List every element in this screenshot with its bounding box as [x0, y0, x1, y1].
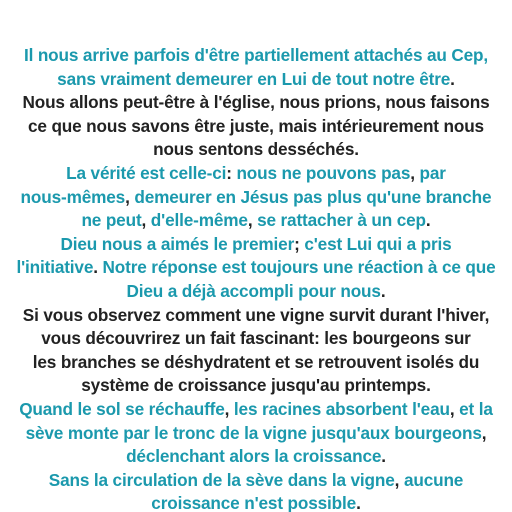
- highlighted-text: d'elle-même: [150, 210, 248, 231]
- highlighted-text: Dieu a déjà accompli pour nous: [126, 280, 381, 301]
- body-text: .: [93, 257, 103, 278]
- text-line: [19, 398, 493, 422]
- body-text: ,: [394, 469, 404, 490]
- body-text: .: [356, 493, 361, 512]
- body-text: Si vous observez comment une vigne survit durant l'hiver,: [22, 304, 490, 325]
- text-line: [41, 327, 470, 351]
- text-line: [21, 186, 492, 210]
- text-line: [60, 233, 451, 257]
- text-line: [66, 162, 446, 186]
- text-line: [126, 445, 386, 469]
- highlighted-text: déclenchant alors la croissance: [126, 446, 382, 467]
- text-line: [22, 91, 489, 115]
- highlighted-text: Il nous arrive parfois d'être partiellement attachés au Cep,: [23, 45, 489, 65]
- body-text: ,: [125, 186, 135, 207]
- highlighted-text: nous ne pouvons pas: [236, 162, 411, 183]
- highlighted-text: ne peut: [81, 210, 142, 231]
- text-body: [16, 44, 495, 512]
- body-text: les branches se déshydratent et se retrouvent isolés du: [32, 351, 480, 372]
- highlighted-text: nous-mêmes: [20, 186, 126, 207]
- highlighted-text: Dieu nous a aimés le premier: [60, 233, 295, 254]
- text-line: [26, 422, 487, 446]
- body-text: vous découvrirez un fait fascinant: les bourgeons sur: [41, 328, 471, 349]
- text-line: [23, 304, 489, 328]
- highlighted-text: les racines absorbent l'eau: [233, 398, 450, 419]
- highlighted-text: Sans la circulation de la sève dans la vigne: [48, 469, 395, 490]
- text-line: [81, 209, 430, 233]
- highlighted-text: sans vraiment demeurer en Lui de tout notre être: [57, 68, 451, 89]
- text-line: [28, 115, 484, 139]
- highlighted-text: aucune: [403, 469, 464, 490]
- highlighted-text: et la: [459, 398, 493, 419]
- body-text: nous sentons desséchés.: [153, 139, 359, 160]
- text-line: [16, 256, 495, 280]
- text-line: [24, 44, 488, 68]
- text-line: [127, 280, 386, 304]
- text-line: [151, 492, 360, 512]
- highlighted-text: demeurer en Jésus pas plus qu'une branche: [134, 186, 492, 207]
- body-text: ,: [224, 398, 234, 419]
- body-text: ce que nous savons être juste, mais intérieurement nous: [28, 115, 484, 136]
- highlighted-text: La vérité est celle-ci: [66, 162, 227, 183]
- highlighted-text: c'est Lui qui a pris: [304, 233, 452, 254]
- text-line: [81, 374, 430, 398]
- body-text: .: [380, 280, 386, 301]
- body-text: :: [226, 162, 237, 183]
- highlighted-text: Notre réponse est toujours une réaction à ce que: [102, 257, 496, 278]
- highlighted-text: Quand le sol se réchauffe: [19, 398, 225, 419]
- text-line: [49, 469, 463, 493]
- highlighted-text: se rattacher à un cep: [257, 210, 426, 231]
- body-text: ;: [294, 233, 305, 254]
- text-line: [57, 68, 455, 92]
- highlighted-text: l'initiative: [16, 257, 94, 278]
- body-text: ,: [247, 210, 258, 231]
- highlighted-text: sève monte par le tronc de la vigne jusqu'aux bourgeons: [25, 422, 482, 443]
- body-text: ,: [449, 398, 460, 419]
- body-text: ,: [410, 162, 420, 183]
- body-text: .: [450, 68, 455, 89]
- highlighted-text: par: [419, 162, 446, 183]
- body-text: .: [381, 446, 386, 467]
- body-text: Nous allons peut-être à l'église, nous prions, nous faisons: [22, 92, 490, 113]
- body-text: ,: [481, 422, 487, 443]
- body-text: .: [425, 210, 431, 231]
- text-line: [33, 351, 479, 375]
- text-line: [153, 138, 359, 162]
- body-text: système de croissance jusqu'au printemps.: [81, 375, 431, 396]
- body-text: ,: [141, 210, 151, 231]
- highlighted-text: croissance n'est possible: [151, 493, 357, 512]
